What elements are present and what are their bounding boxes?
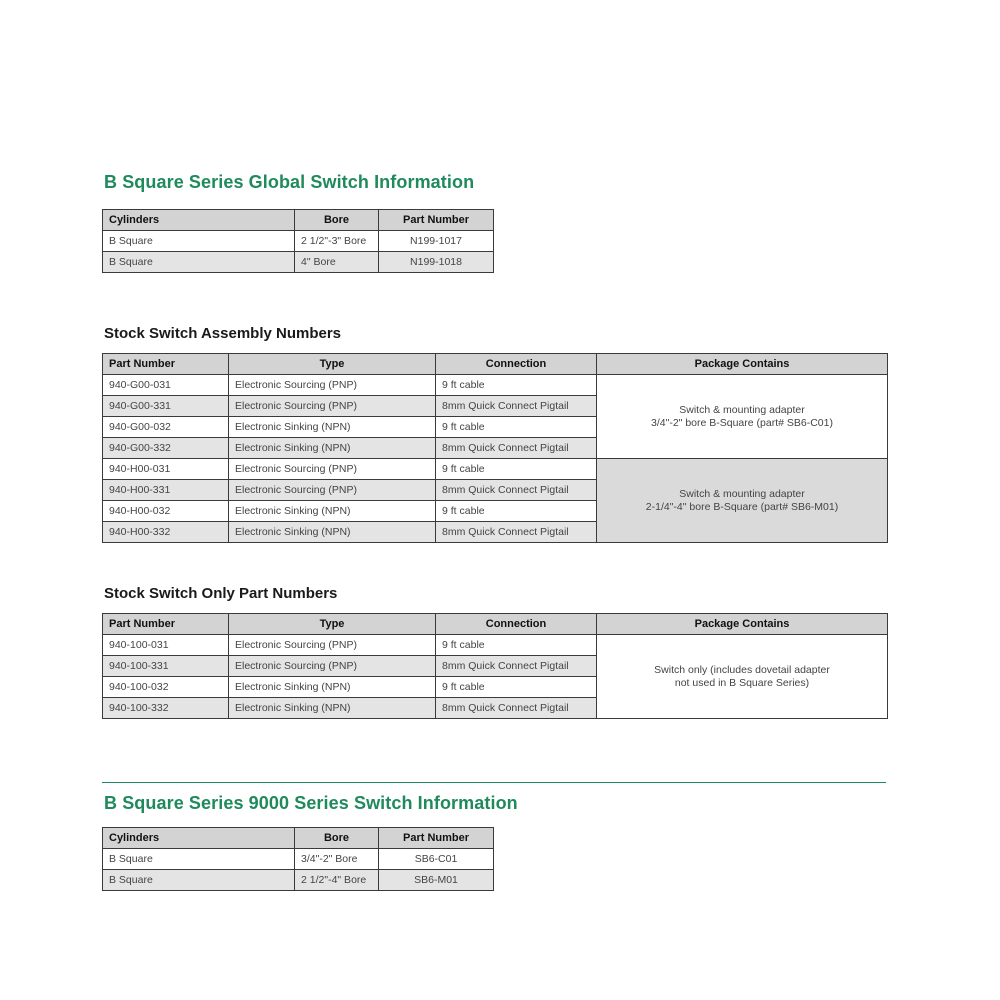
part-number-cell: 940-H00-031 (103, 459, 229, 480)
part-number-cell: SB6-C01 (379, 849, 494, 870)
connection-cell: 9 ft cable (436, 375, 597, 396)
section-divider (102, 782, 886, 783)
type-cell: Electronic Sinking (NPN) (229, 698, 436, 719)
connection-cell: 8mm Quick Connect Pigtail (436, 438, 597, 459)
part-number-cell: 940-100-332 (103, 698, 229, 719)
column-header-type: Type (229, 614, 436, 635)
global-section-title: B Square Series Global Switch Information (104, 172, 475, 192)
package-contains-cell (597, 635, 888, 719)
part-number-cell: 940-100-031 (103, 635, 229, 656)
package-line: 2-1/4"-4" bore B-Square (part# SB6-M01) (645, 500, 839, 513)
package-line: Switch & mounting adapter (679, 403, 805, 416)
connection-cell: 9 ft cable (436, 635, 597, 656)
connection-cell: 8mm Quick Connect Pigtail (436, 480, 597, 501)
column-header-bore: Bore (295, 210, 379, 231)
global-switch-table (102, 209, 494, 273)
column-header-cylinders: Cylinders (103, 828, 295, 849)
package-line: Switch only (includes dovetail adapter (654, 663, 830, 676)
table-row (103, 849, 494, 870)
part-number-cell: N199-1017 (379, 231, 494, 252)
column-header-bore: Bore (295, 828, 379, 849)
cylinder-cell: B Square (103, 252, 295, 273)
connection-cell: 8mm Quick Connect Pigtail (436, 522, 597, 543)
column-header-connection: Connection (436, 614, 597, 635)
cylinder-cell: B Square (103, 849, 295, 870)
part-number-cell: 940-100-032 (103, 677, 229, 698)
type-cell: Electronic Sourcing (PNP) (229, 396, 436, 417)
assembly-numbers-table (102, 353, 888, 543)
column-header-connection: Connection (436, 354, 597, 375)
part-number-cell: 940-G00-332 (103, 438, 229, 459)
column-header-part-number: Part Number (379, 210, 494, 231)
bore-cell: 2 1/2"-4" Bore (295, 870, 379, 891)
type-cell: Electronic Sourcing (PNP) (229, 635, 436, 656)
type-cell: Electronic Sinking (NPN) (229, 677, 436, 698)
part-number-cell: 940-H00-032 (103, 501, 229, 522)
table-row (103, 252, 494, 273)
cylinder-cell: B Square (103, 870, 295, 891)
switch-only-section-title: Stock Switch Only Part Numbers (104, 585, 338, 602)
table-header-row (103, 354, 888, 375)
part-number-cell: 940-G00-031 (103, 375, 229, 396)
type-cell: Electronic Sinking (NPN) (229, 417, 436, 438)
assembly-section-title: Stock Switch Assembly Numbers (104, 325, 342, 342)
type-cell: Electronic Sinking (NPN) (229, 501, 436, 522)
table-row (103, 375, 888, 396)
package-line: not used in B Square Series) (674, 676, 810, 689)
column-header-package-contains: Package Contains (597, 614, 888, 635)
part-number-cell: 940-H00-331 (103, 480, 229, 501)
part-number-cell: 940-H00-332 (103, 522, 229, 543)
table-row (103, 870, 494, 891)
connection-cell: 9 ft cable (436, 459, 597, 480)
package-line: 3/4"-2" bore B-Square (part# SB6-C01) (651, 416, 833, 429)
type-cell: Electronic Sinking (NPN) (229, 438, 436, 459)
package-line: Switch & mounting adapter (679, 487, 805, 500)
table-row (103, 231, 494, 252)
column-header-part-number: Part Number (379, 828, 494, 849)
table-row (103, 635, 888, 656)
bore-cell: 3/4"-2" Bore (295, 849, 379, 870)
bore-cell: 2 1/2"-3" Bore (295, 231, 379, 252)
type-cell: Electronic Sourcing (PNP) (229, 480, 436, 501)
series9000-switch-table (102, 827, 494, 891)
part-number-cell: 940-100-331 (103, 656, 229, 677)
part-number-cell: N199-1018 (379, 252, 494, 273)
type-cell: Electronic Sourcing (PNP) (229, 459, 436, 480)
connection-cell: 9 ft cable (436, 417, 597, 438)
connection-cell: 9 ft cable (436, 677, 597, 698)
column-header-type: Type (229, 354, 436, 375)
connection-cell: 8mm Quick Connect Pigtail (436, 698, 597, 719)
column-header-cylinders: Cylinders (103, 210, 295, 231)
connection-cell: 8mm Quick Connect Pigtail (436, 656, 597, 677)
type-cell: Electronic Sinking (NPN) (229, 522, 436, 543)
package-contains-cell (597, 375, 888, 459)
series9000-section-title: B Square Series 9000 Series Switch Information (104, 793, 518, 813)
bore-cell: 4" Bore (295, 252, 379, 273)
package-contains-cell (597, 459, 888, 543)
part-number-cell: 940-G00-331 (103, 396, 229, 417)
table-header-row (103, 614, 888, 635)
column-header-package-contains: Package Contains (597, 354, 888, 375)
connection-cell: 8mm Quick Connect Pigtail (436, 396, 597, 417)
table-header-row (103, 828, 494, 849)
type-cell: Electronic Sourcing (PNP) (229, 656, 436, 677)
table-row (103, 459, 888, 480)
connection-cell: 9 ft cable (436, 501, 597, 522)
type-cell: Electronic Sourcing (PNP) (229, 375, 436, 396)
column-header-part-number: Part Number (103, 354, 229, 375)
column-header-part-number: Part Number (103, 614, 229, 635)
part-number-cell: SB6-M01 (379, 870, 494, 891)
table-header-row (103, 210, 494, 231)
switch-only-table (102, 613, 888, 719)
part-number-cell: 940-G00-032 (103, 417, 229, 438)
cylinder-cell: B Square (103, 231, 295, 252)
